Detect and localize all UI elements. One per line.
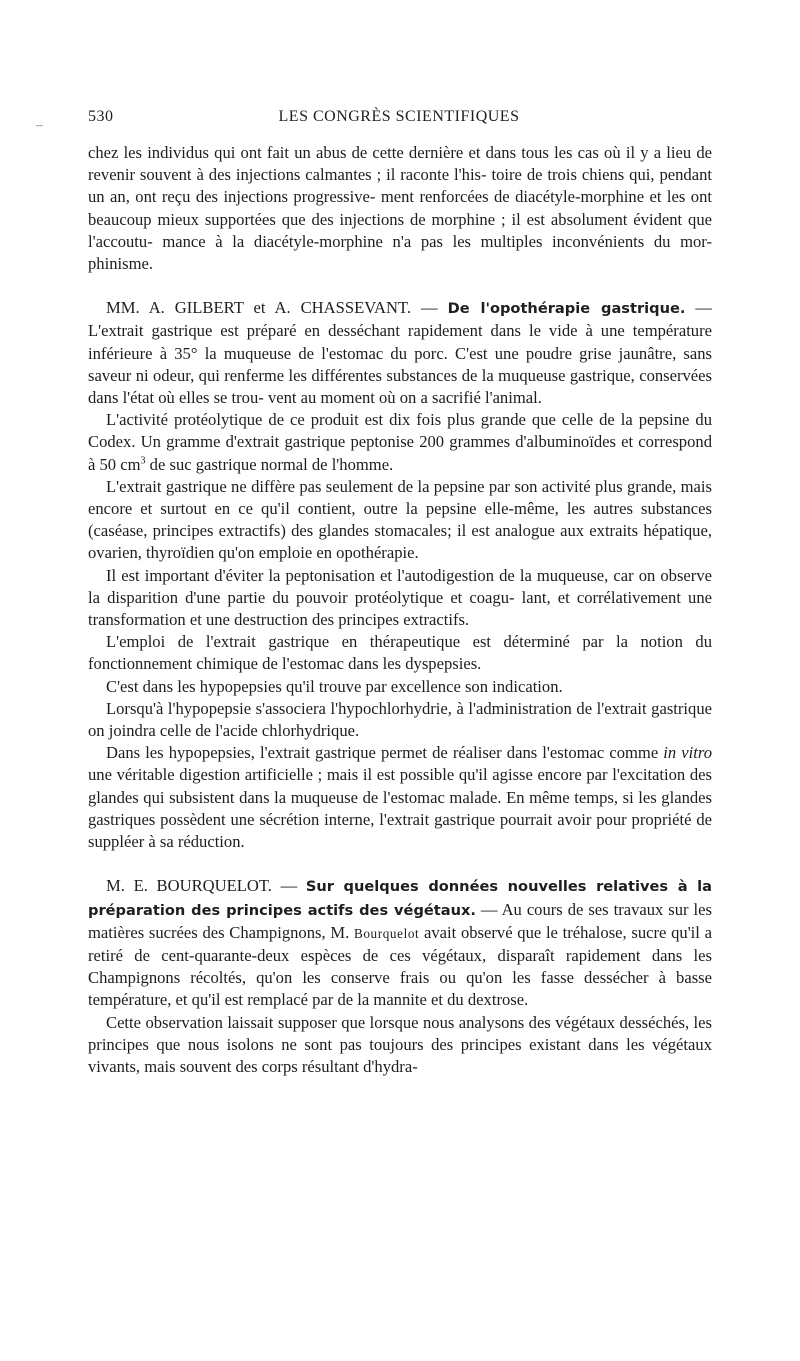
running-header: [88, 108, 710, 132]
section-intro-text: — L'extrait gastrique est préparé en desséchant rapidement dans le vide à une température inférieure à 35° la muqueuse de l'estomac du porc. C'est une poudre grise jaunâtre, sans saveur ni odeur, qui renferme les différentes substances de la muqueuse gastrique, conservées dans l'état où elles se trou- vent au moment où on a sacrifié l'animal.: [88, 298, 712, 408]
paragraph-text-end: de suc gastrique normal de l'homme.: [145, 454, 394, 474]
body-text: [88, 142, 712, 1078]
section-title: De l'opothérapie gastrique.: [447, 300, 686, 318]
paragraph: Cette observation laissait supposer que lorsque nous analysons des végétaux desséchés, les principes que nous isolons ne sont pas toujours des principes existant dans les végétaux vivants, mais souvent des corps résultant d'hydra-: [88, 1012, 712, 1076]
section-intro-text-end: avait observé que le tréhalose, sucre qu'il a retiré de cent-quarante-deux espèces de ces végétaux, disparaît rapidement dans les Champignons récoltés, qu'on les conserve frais ou qu'on les fasse dessécher à basse température, et qu'il est remplacé par de la mannite et du dextrose.: [88, 922, 712, 1010]
superscript-cubed: 3: [140, 455, 146, 467]
section-gilbert-chassevant-intro: [88, 297, 712, 409]
paragraph-text: L'activité protéolytique de ce produit est dix fois plus grande que celle de la pepsine du Codex. Un gramme d'extrait gastrique peptonise 200 grammes d'albuminoïdes et correspond à 50 cm: [88, 410, 712, 474]
paragraph: C'est dans les hypopepsies qu'il trouve par excellence son indication.: [106, 676, 563, 696]
paragraph: Il est important d'éviter la peptonisation et l'autodigestion de la muqueuse, car on observe la disparition d'une partie du pouvoir protéolytique et coagu- lant, et corrélativement une transformation et une destruction des principes extractifs.: [88, 565, 712, 630]
running-title: LES CONGRÈS SCIENTIFIQUES: [278, 108, 520, 125]
paragraph-text-end: une véritable digestion artificielle ; mais il est possible qu'il agisse encore par l'excitation des glandes qui subsistent dans la muqueuse de l'estomac malade. En même temps, si les glandes gastriques possèdent une sécrétion interne, l'extrait gastrique pourrait avoir pour propriété de suppléer à sa réduction.: [88, 765, 712, 852]
page-number: 530: [88, 108, 114, 125]
section-authors: MM. A. GILBERT et A. CHASSEVANT. —: [106, 298, 438, 318]
section-bourquelot-intro: [88, 875, 712, 1011]
small-caps-name: Bourquelot: [353, 925, 420, 941]
section-title: Sur quelques données nouvelles relatives à la préparation des principes actifs des végétaux.: [88, 878, 712, 919]
paragraph-text: Dans les hypopepsies, l'extrait gastrique permet de réaliser dans l'estomac comme: [106, 743, 664, 763]
paragraph: [88, 409, 712, 476]
section-author: M. E. BOURQUELOT. —: [106, 876, 298, 896]
paragraph: L'extrait gastrique ne diffère pas seulement de la pepsine par son activité plus grande, mais encore et surtout en ce qu'il contient, outre la pepsine elle-même, les autres substances (caséase, principes extractifs) des glandes stomacales; il est analogue aux extraits hépatique, ovarien, thyroïdien qu'on emploie en opothérapie.: [88, 476, 712, 563]
paragraph-continuation: chez les individus qui ont fait un abus de cette dernière et dans tous les cas où il y a lieu de revenir souvent à des injections calmantes ; il raconte l'his- toire de trois chiens qui, pendant un an, ont reçu des injections progressive- ment renforcées de diacétyle-morphine et les ont beaucoup mieux supportées que des injections de morphine ; il est absolument évident que l'accoutu- mance à la diacétyle-morphine n'a pas les multiples inconvénients du mor- phinisme.: [88, 143, 712, 274]
margin-mark: –: [36, 118, 43, 133]
italic-phrase: in vitro: [663, 743, 712, 763]
paragraph: [88, 742, 712, 853]
paragraph: L'emploi de l'extrait gastrique en thérapeutique est déterminé par la notion du fonctionnement chimique de l'estomac dans les dyspepsies.: [88, 632, 712, 674]
section-intro-text: — Au cours de ses travaux sur les matières sucrées des Champignons, M.: [88, 899, 712, 942]
paragraph: Lorsqu'à l'hypopepsie s'associera l'hypochlorhydrie, à l'administration de l'extrait gastrique on joindra celle de l'acide chlorhydrique.: [88, 698, 712, 741]
